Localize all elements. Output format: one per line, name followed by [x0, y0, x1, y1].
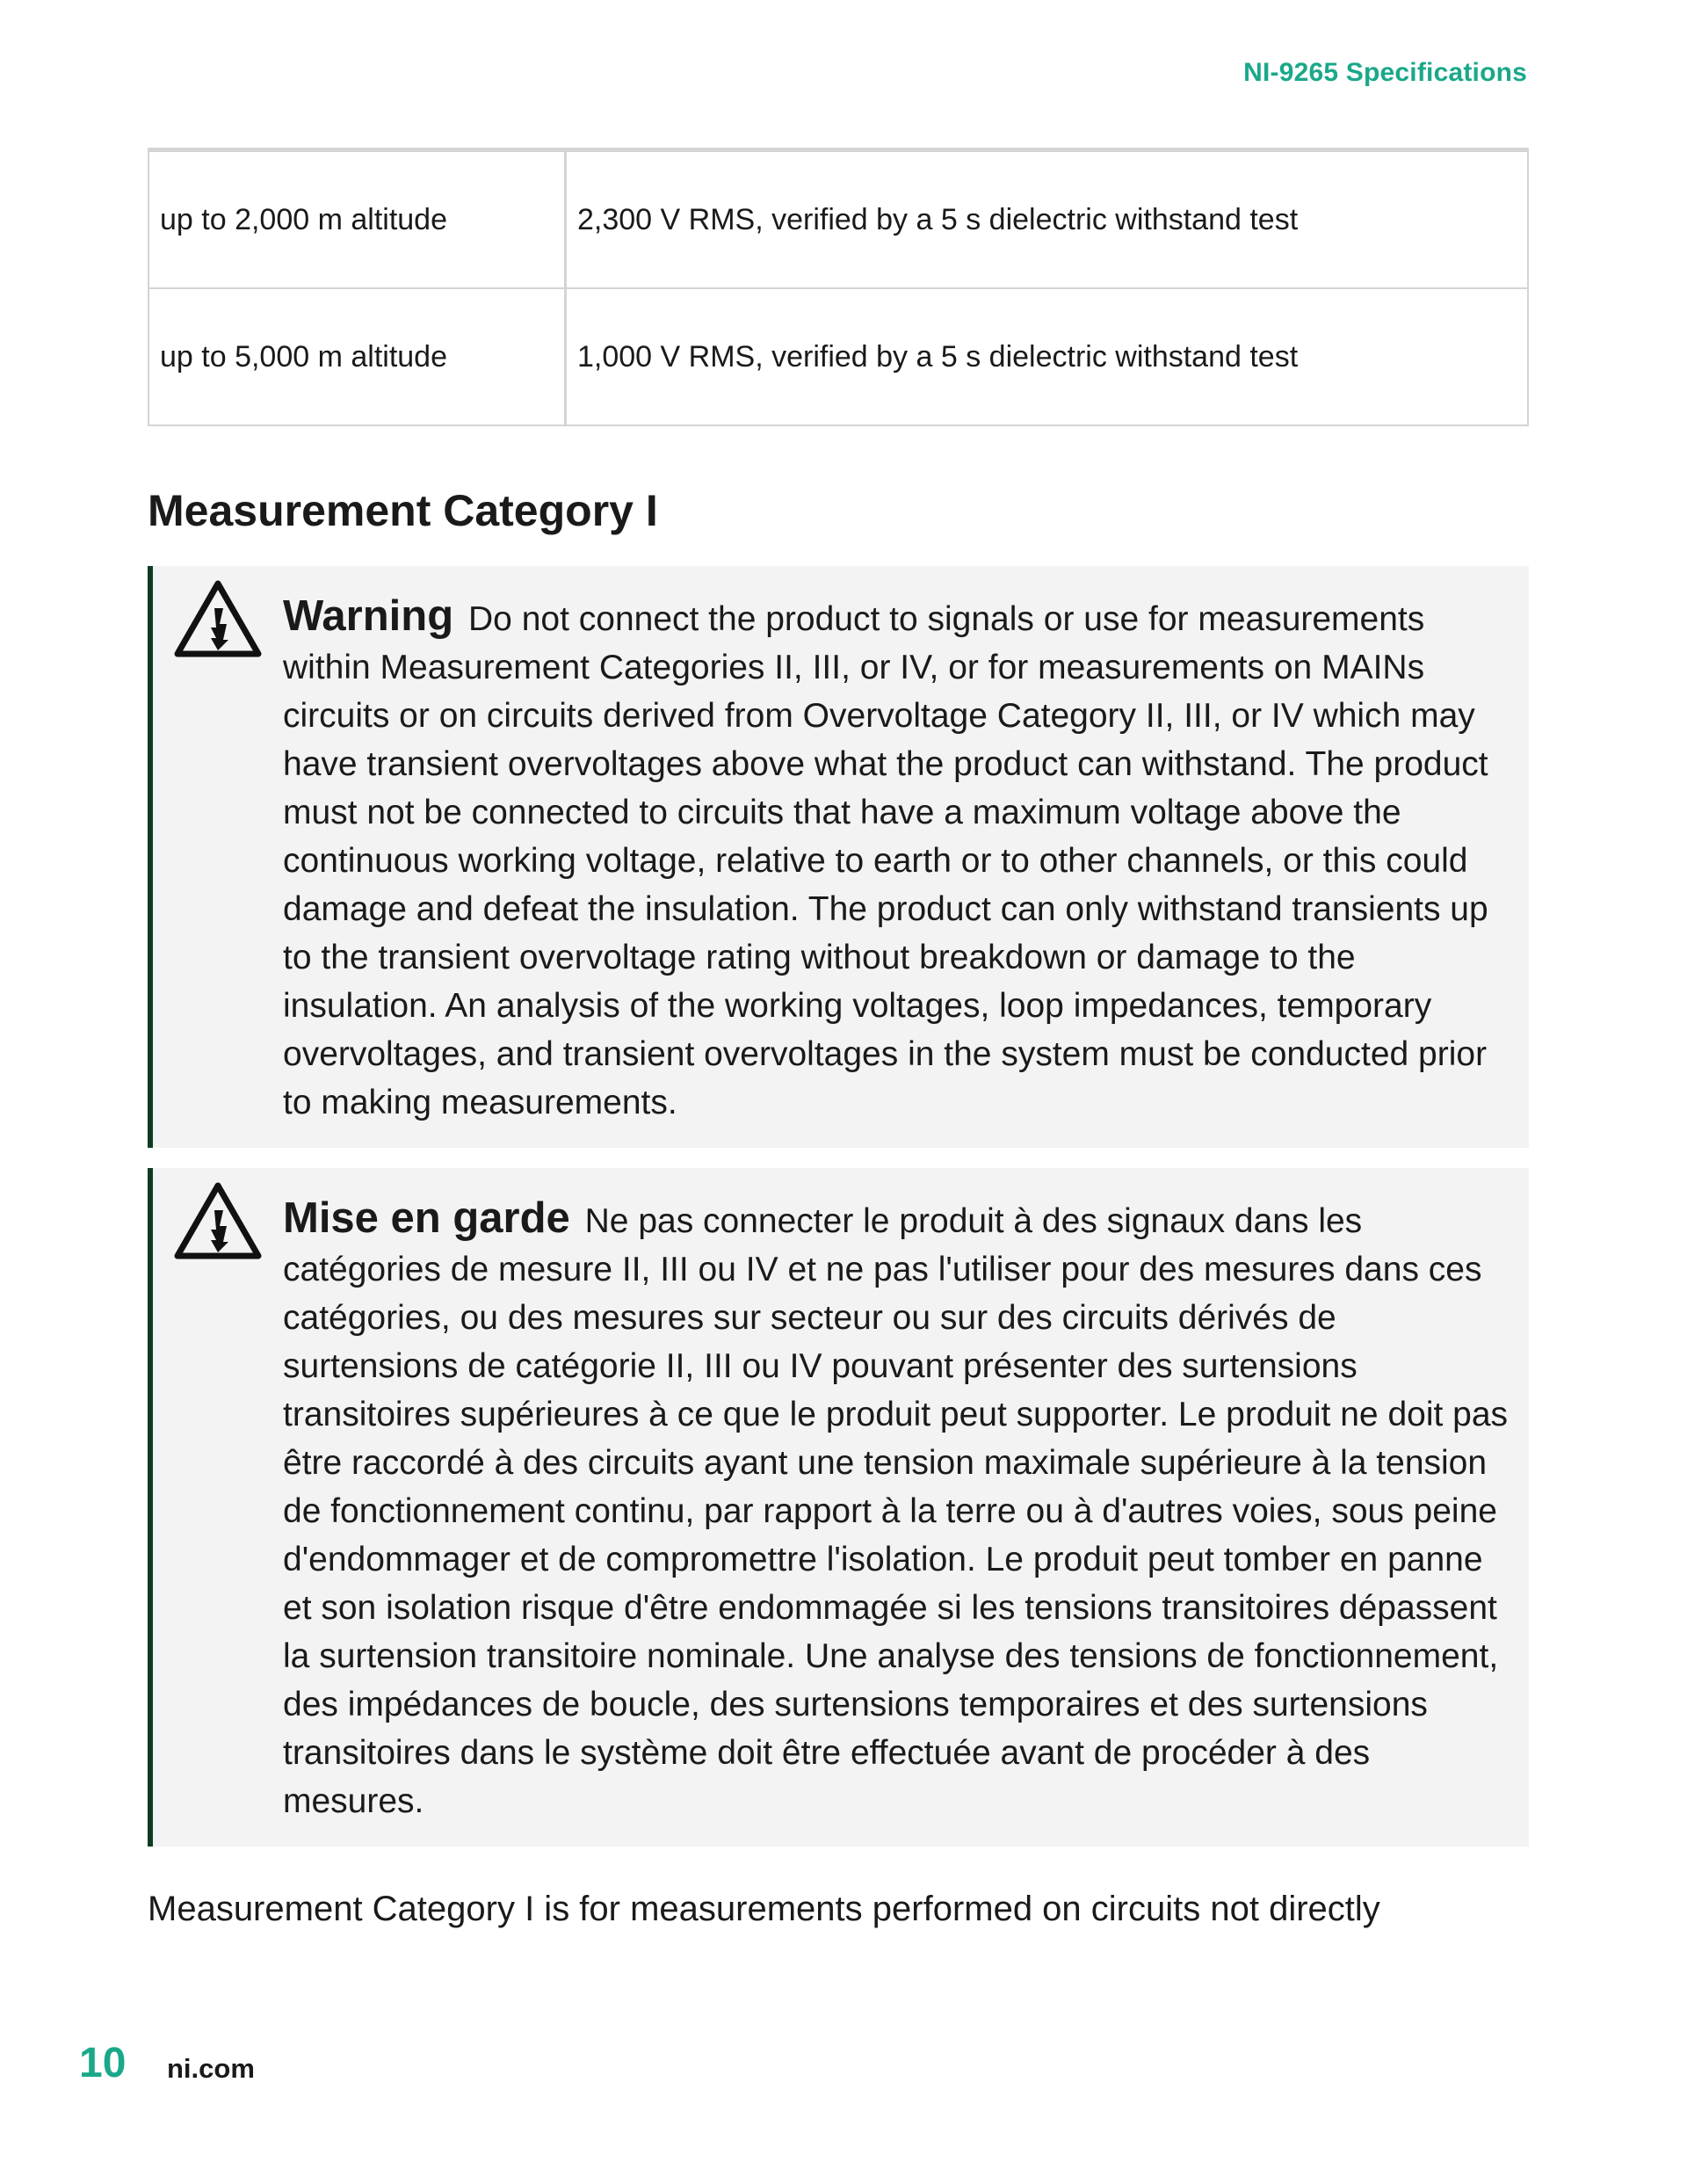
footer-site-link[interactable]: ni.com: [167, 2053, 255, 2084]
page-number: 10: [79, 2040, 127, 2086]
mise-en-garde-notice: [148, 1168, 1529, 1847]
table-row: [148, 288, 1528, 425]
warning-label: Warning: [283, 592, 454, 640]
table-cell-condition: up to 5,000 m altitude: [148, 288, 566, 425]
high-voltage-warning-icon: [172, 578, 264, 661]
running-header-title: NI-9265 Specifications: [1243, 58, 1527, 87]
mise-en-garde-label: Mise en garde: [283, 1194, 570, 1242]
high-voltage-warning-icon: [172, 1180, 264, 1263]
warning-notice: [148, 566, 1529, 1148]
table-cell-value: 1,000 V RMS, verified by a 5 s dielectric withstand test: [566, 288, 1529, 425]
section-heading: Measurement Category I: [148, 486, 658, 535]
table-row: [148, 150, 1528, 289]
warning-text-block: [283, 592, 1511, 1127]
mise-en-garde-body: Ne pas connecter le produit à des signaux dans les catégories de mesure II, III ou IV et ne pas l'utiliser pour des mesures dans ces catégories, ou des mesures sur secteur ou sur des circuits dérivés de surtensions de catégorie II, III ou IV pouvant présenter des surtensions transitoires supérieures à ce que le produit peut supporter. Le produit ne doit pas être raccordé à des circuits ayant une tension maximale supérieure à la tension de fonctionnement continu, par rapport à la terre ou à d'autres voies, sous peine d'endommager et de compromettre l'isolation. Le produit peut tomber en panne et son isolation risque d'être endommagée si les tensions transitoires dépassent la surtension transitoire nominale. Une analyse des tensions de fonctionnement, des impédances de boucle, des surtensions temporaires et des surtensions transitoires dans le système doit être effectuée avant de procéder à des mesures.: [283, 1202, 1509, 1820]
body-paragraph: Measurement Category I is for measurements performed on circuits not directly: [148, 1890, 1380, 1928]
table-cell-condition: up to 2,000 m altitude: [148, 150, 566, 289]
warning-body: Do not connect the product to signals or use for measurements within Measurement Categories II, III, or IV, or for measurements on MAINs circuits or on circuits derived from Overvoltage Category II, III, or IV which may have transient overvoltages above what the product can withstand. The product must not be connected to circuits that have a maximum voltage above the continuous working voltage, relative to earth or to other channels, or this could damage and defeat the insulation. The product can only withstand transients up to the transient overvoltage rating without breakdown or damage to the insulation. An analysis of the working voltages, loop impedances, temporary overvoltages, and transient overvoltages in the system must be conducted prior to making measurements.: [283, 600, 1488, 1121]
mise-en-garde-text-block: [283, 1194, 1511, 1825]
table-cell-value: 2,300 V RMS, verified by a 5 s dielectric withstand test: [566, 150, 1529, 289]
isolation-table: [148, 148, 1529, 426]
